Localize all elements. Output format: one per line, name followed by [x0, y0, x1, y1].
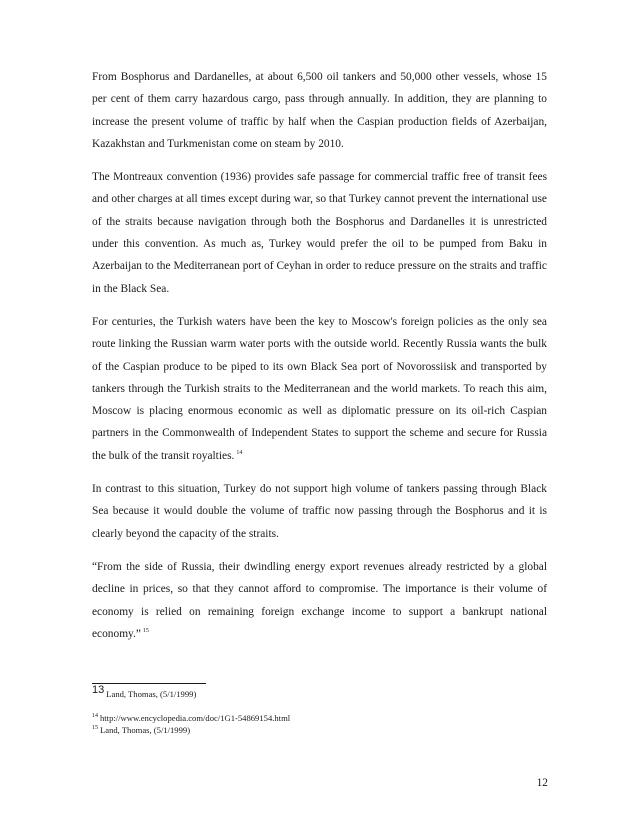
footnote-15 [92, 724, 547, 736]
body-text [92, 66, 547, 656]
paragraph-text: “From the side of Russia, their dwindling energy export revenues already restricted by a global decline in prices, so that they cannot afford to compromise. The importance is their volume of economy is relied on remaining foreign exchange income to support a bankrupt national economy.” [92, 560, 547, 640]
paragraph-russia-quote [92, 556, 547, 645]
paragraph-text: From Bosphorus and Dardanelles, at about 6,500 oil tankers and 50,000 other vessels, whose 15 per cent of them carry hazardous cargo, pass through annually. In addition, they are planning to increase the present volume of traffic by half when the Caspian production fields of Azerbaijan, Kazakhstan and Turkmenistan come on steam by 2010. [92, 71, 547, 150]
footnote-mark: 14 [92, 713, 98, 720]
footnote-13 [92, 684, 547, 700]
paragraph-bosphorus-traffic [92, 66, 547, 155]
footnote-14 [92, 712, 547, 724]
paragraph-montreux-convention [92, 166, 547, 300]
footnote-text: Land, Thomas, (5/1/1999) [100, 725, 191, 735]
paragraph-turkey-position [92, 478, 547, 545]
paragraph-moscow-policies [92, 311, 547, 467]
footnote-text: Land, Thomas, (5/1/1999) [106, 689, 197, 699]
footnote-separator [92, 683, 206, 684]
footnote-ref-14[interactable]: 14 [236, 449, 243, 456]
footnotes [92, 684, 547, 736]
paragraph-text: In contrast to this situation, Turkey do not support high volume of tankers passing through Black Sea because it would double the volume of traffic now passing through the Bosphorus and it is clearly beyond the capacity of the straits. [92, 483, 547, 540]
page-number: 12 [536, 777, 548, 789]
footnote-link[interactable]: http://www.encyclopedia.com/doc/1G1-54869154.html [100, 713, 291, 723]
paragraph-text: The Montreaux convention (1936) provides safe passage for commercial traffic free of transit fees and other charges at all times except during war, so that Turkey cannot prevent the international use of the straits because navigation through both the Bosphorus and Dardanelles it is unrestricted under this convention. As much as, Turkey would prefer the oil to be pumped from Baku in Azerbaijan to the Mediterranean port of Ceyhan in order to reduce pressure on the straits and traffic in the Black Sea. [92, 171, 547, 295]
footnote-mark: 13 [92, 684, 105, 696]
footnote-ref-15[interactable]: 15 [142, 628, 149, 635]
paragraph-text: For centuries, the Turkish waters have been the key to Moscow's foreign policies as the only sea route linking the Russian warm water ports with the outside world. Recently Russia wants the bulk of the Caspian produce to be piped to its own Black Sea port of Novorossiisk and transported by tankers through the Turkish straits to the Mediterranean and the world markets. To reach this aim, Moscow is placing enormous economic as well as diplomatic pressure on its oil-rich Caspian partners in the Commonwealth of Independent States to support the scheme and secure for Russia the bulk of the transit royalties. [92, 315, 547, 462]
footnote-mark: 15 [92, 725, 98, 732]
